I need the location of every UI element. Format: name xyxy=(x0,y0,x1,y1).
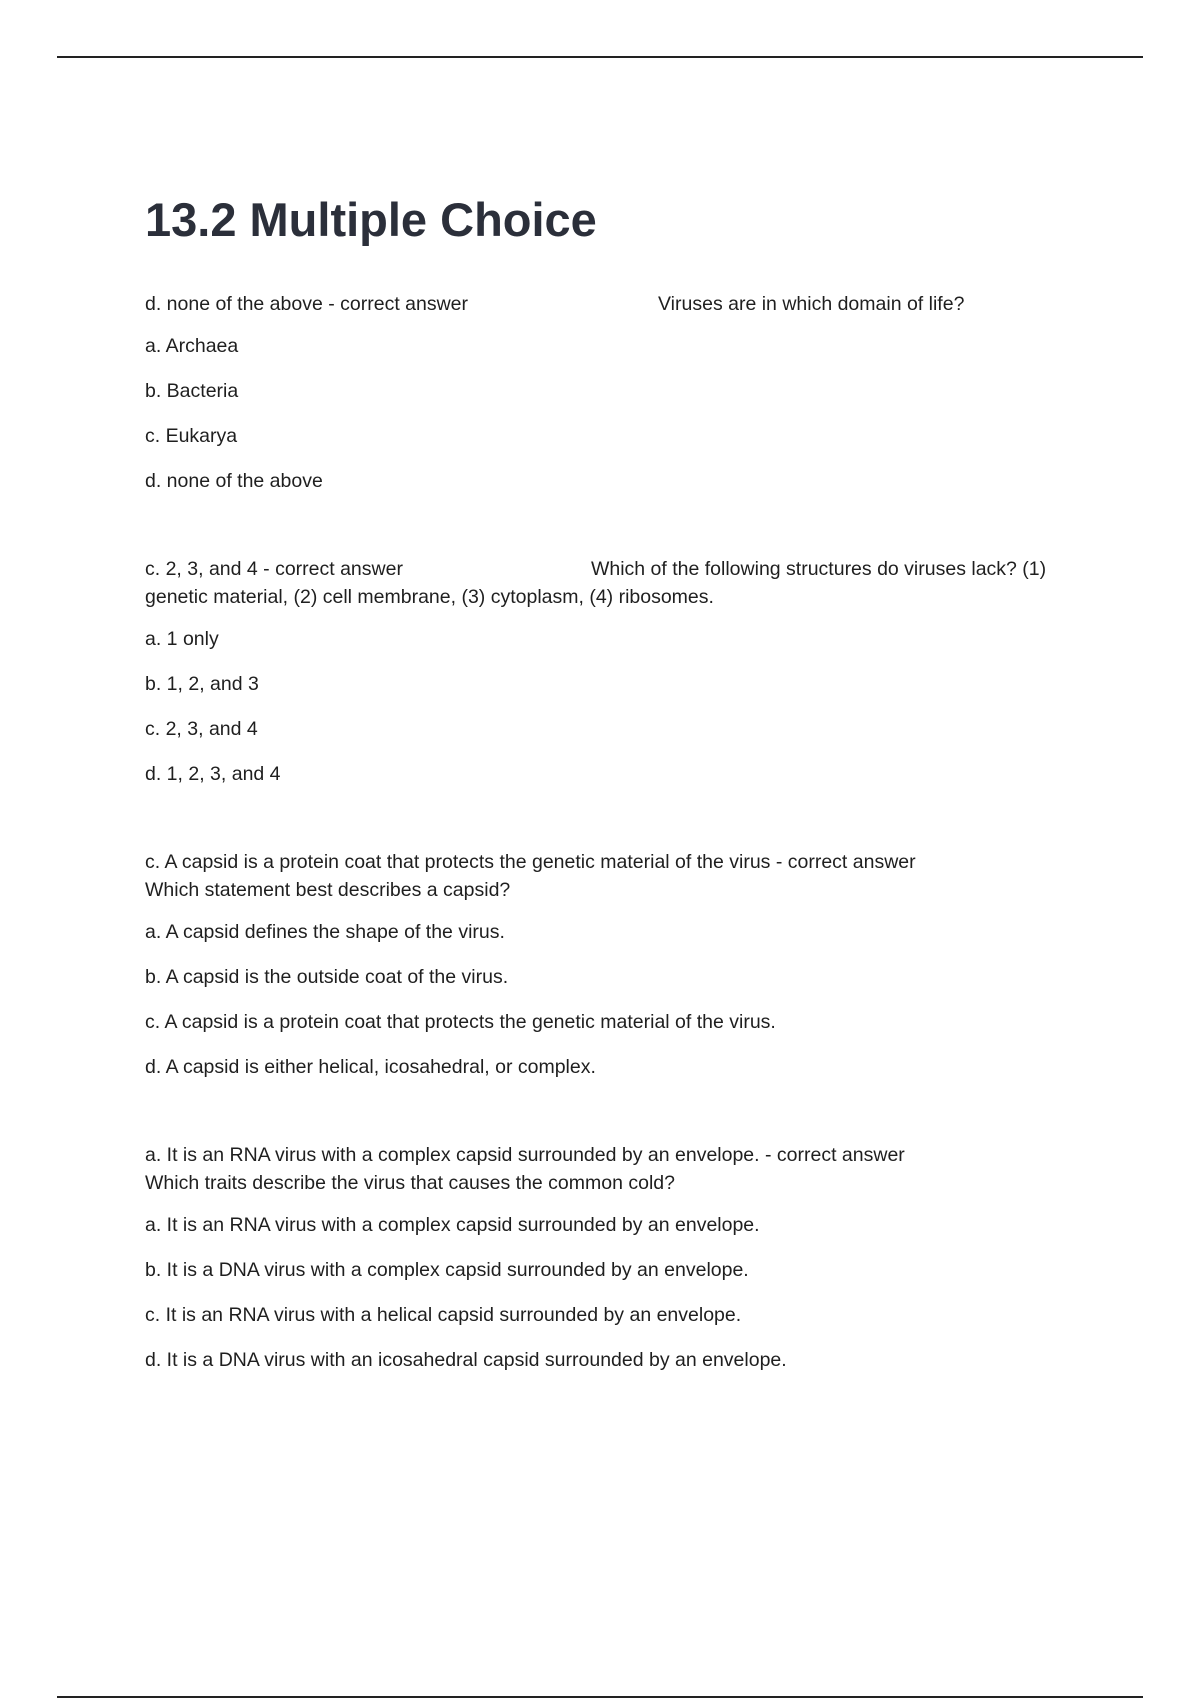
option-c: c. Eukarya xyxy=(145,425,238,447)
question-3 xyxy=(145,848,1080,1081)
document-body xyxy=(145,190,1080,1434)
question-text: Which of the following structures do viruses lack? (1) genetic material, (2) cell membrane, (3) cytoplasm, (4) ribosomes. xyxy=(145,558,1047,608)
option-a: a. 1 only xyxy=(145,628,219,650)
option-c: c. 2, 3, and 4 xyxy=(145,718,258,740)
correct-answer: c. 2, 3, and 4 - correct answer xyxy=(145,558,403,580)
option-b: b. It is a DNA virus with a complex capsid surrounded by an envelope. xyxy=(145,1259,749,1281)
option-a: a. Archaea xyxy=(145,335,239,357)
question-4 xyxy=(145,1141,1080,1374)
question-text: Viruses are in which domain of life? xyxy=(658,293,965,315)
option-b: b. Bacteria xyxy=(145,380,239,402)
option-c: c. A capsid is a protein coat that protects the genetic material of the virus. xyxy=(145,1011,776,1033)
question-header xyxy=(145,290,1080,318)
option-d: d. none of the above xyxy=(145,470,323,492)
question-header xyxy=(145,1141,1080,1197)
option-b: b. 1, 2, and 3 xyxy=(145,673,259,695)
correct-answer: a. It is an RNA virus with a complex capsid surrounded by an envelope. - correct answer xyxy=(145,1144,905,1166)
option-b: b. A capsid is the outside coat of the virus. xyxy=(145,966,509,988)
option-c: c. It is an RNA virus with a helical capsid surrounded by an envelope. xyxy=(145,1304,742,1326)
option-a: a. A capsid defines the shape of the virus. xyxy=(145,921,505,943)
question-2 xyxy=(145,555,1080,788)
correct-answer: c. A capsid is a protein coat that protects the genetic material of the virus - correct answer xyxy=(145,851,916,873)
question-header xyxy=(145,848,1080,904)
question-text: Which traits describe the virus that causes the common cold? xyxy=(145,1172,675,1194)
option-d: d. 1, 2, 3, and 4 xyxy=(145,763,281,785)
option-d: d. It is a DNA virus with an icosahedral capsid surrounded by an envelope. xyxy=(145,1349,787,1371)
question-1 xyxy=(145,290,1080,495)
page-title: 13.2 Multiple Choice xyxy=(145,193,597,246)
bottom-rule xyxy=(57,1696,1143,1698)
option-d: d. A capsid is either helical, icosahedral, or complex. xyxy=(145,1056,596,1078)
question-header xyxy=(145,555,1080,611)
question-text: Which statement best describes a capsid? xyxy=(145,879,511,901)
top-rule xyxy=(57,56,1143,58)
correct-answer: d. none of the above - correct answer xyxy=(145,293,469,315)
option-a: a. It is an RNA virus with a complex capsid surrounded by an envelope. xyxy=(145,1214,760,1236)
